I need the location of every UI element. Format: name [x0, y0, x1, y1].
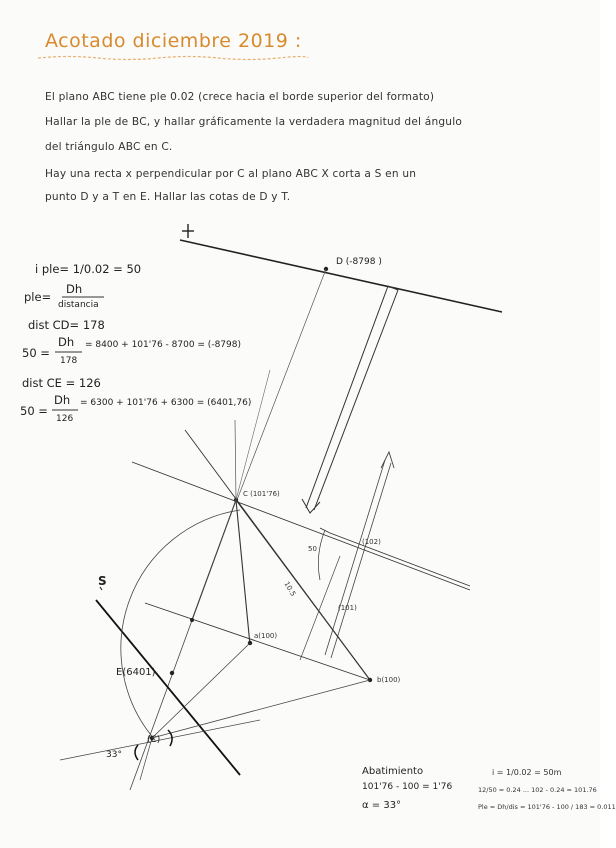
calc-dh-num-1: Dh	[58, 335, 75, 349]
point-e	[170, 671, 174, 675]
calc-dist-ce: dist CE = 126	[22, 376, 101, 390]
abatimiento-line-1: 101'76 - 100 = 1'76	[362, 782, 453, 792]
page-title: Acotado diciembre 2019 :	[45, 30, 302, 52]
label-angle: 33°	[106, 750, 122, 760]
statement-line-1: El plano ABC tiene ple 0.02 (crece hacia el borde superior del formato)	[45, 91, 435, 103]
statement-line-5: punto D y a T en E. Hallar las cotas de D y T.	[45, 191, 291, 203]
calc-dh-den-1: 178	[60, 356, 78, 366]
calc-ple-label: ple=	[24, 290, 52, 304]
label-c-abatida: (C)	[147, 735, 161, 745]
statement-line-3: del triángulo ABC en C.	[45, 141, 173, 153]
note-right-3: Ple = Dh/dis = 101'76 - 100 / 183 = 0.011	[478, 803, 616, 811]
label-fifty: 50	[308, 545, 317, 553]
label-101: (101)	[338, 604, 357, 612]
label-e: E(6401)	[116, 667, 156, 678]
abatimiento-line-2: α = 33°	[362, 800, 402, 811]
calc-dh-den-2: 126	[56, 414, 74, 424]
calc-cota-d: = 8400 + 101'76 - 8700 = (-8798)	[85, 340, 241, 350]
calc-ple-den: distancia	[58, 300, 99, 310]
statement-line-2: Hallar la ple de BC, y hallar gráficamente la verdadera magnitud del ángulo	[45, 116, 463, 128]
line-t	[180, 240, 502, 312]
calc-dist-cd: dist CD= 178	[28, 318, 105, 332]
label-s: S	[98, 574, 107, 588]
label-102: (102)	[362, 538, 381, 546]
calc-50-lhs-2: 50 =	[20, 404, 48, 418]
calc-ple-inverse: i ple= 1/0.02 = 50	[35, 262, 142, 276]
abatimiento-title: Abatimiento	[362, 766, 424, 777]
calc-dh-num-2: Dh	[54, 393, 71, 407]
calc-ple-num: Dh	[66, 282, 83, 296]
statement-line-4: Hay una recta x perpendicular por C al plano ABC X corta a S en un	[45, 168, 417, 180]
label-d: D (-8798 )	[336, 257, 382, 267]
label-segment: 10.5	[282, 580, 298, 598]
calc-cota-e: = 6300 + 101'76 + 6300 = (6401,76)	[80, 398, 252, 408]
label-c: C (101'76)	[243, 490, 280, 498]
note-right-2: 12/50 = 0.24 ... 102 - 0.24 = 101.76	[478, 786, 597, 794]
label-a: a(100)	[254, 632, 278, 640]
calc-50-lhs-1: 50 =	[22, 346, 50, 360]
label-b: b(100)	[377, 676, 401, 684]
note-right-1: i = 1/0.02 = 50m	[492, 768, 562, 777]
